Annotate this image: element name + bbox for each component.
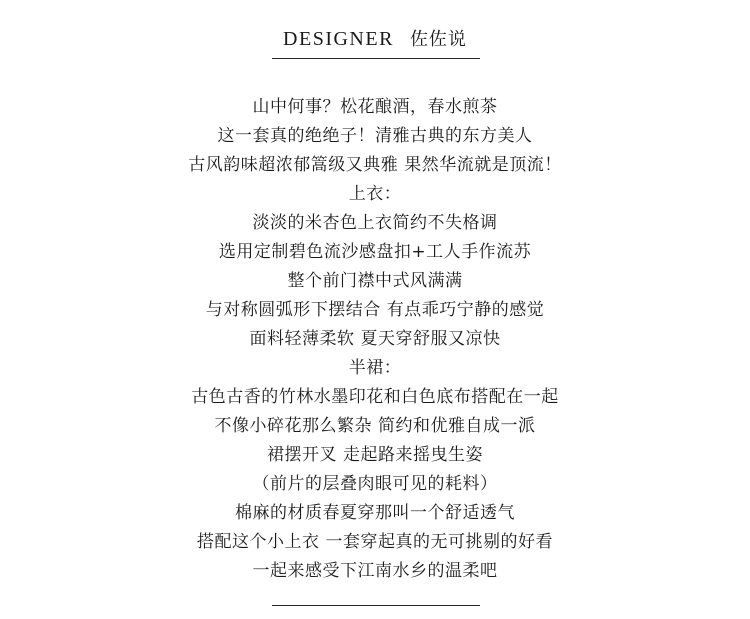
designer-label: DESIGNER — [283, 28, 394, 50]
section-heading-top: 上衣： — [348, 184, 402, 204]
text-line: 棉麻的材质春夏穿那叫一个舒适透气 — [235, 503, 515, 523]
section-heading-skirt: 半裙： — [348, 358, 402, 378]
text-line: 与对称圆弧形下摆结合 有点乖巧宁静的感觉 — [205, 300, 545, 320]
text-line: 选用定制碧色流沙感盘扣+工人手作流苏 — [218, 242, 532, 262]
designer-name: 佐佐说 — [409, 29, 467, 50]
text-line: 裙摆开叉 走起路来摇曳生姿 — [267, 445, 483, 465]
text-line: 面料轻薄柔软 夏天穿舒服又凉快 — [249, 329, 501, 349]
text-line: 古风韵味超浓郁篙级又典雅 果然华流就是顶流！ — [188, 155, 562, 175]
header — [0, 24, 750, 55]
text-line: 淡淡的米杏色上衣简约不失格调 — [252, 213, 498, 233]
text-line: 一起来感受下江南水乡的温柔吧 — [252, 561, 498, 581]
text-line: 这一套真的绝绝子！清雅古典的东方美人 — [217, 126, 533, 146]
text-line: 不像小碎花那么繁杂 简约和优雅自成一派 — [214, 416, 536, 436]
text-line: 整个前门襟中式风满满 — [287, 271, 463, 291]
bottom-divider — [272, 605, 480, 606]
text-line: （前片的层叠肉眼可见的耗料） — [252, 474, 498, 494]
description-text — [0, 93, 750, 586]
text-line: 搭配这个小上衣 一套穿起真的无可挑剔的好看 — [197, 532, 553, 552]
designer-title — [283, 24, 467, 55]
text-line: 山中何事？松花酿酒，春水煎茶 — [252, 97, 498, 117]
text-line: 古色古香的竹林水墨印花和白色底布搭配在一起 — [191, 387, 559, 407]
top-divider — [272, 58, 480, 59]
